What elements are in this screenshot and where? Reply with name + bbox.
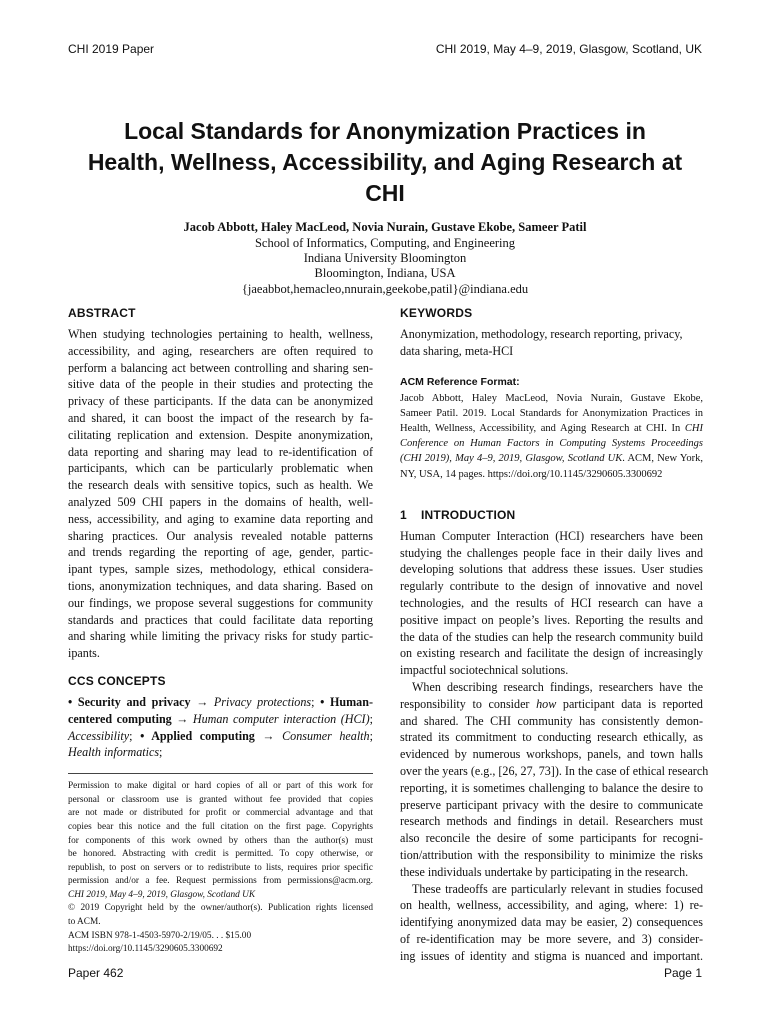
permission-line: personal or classroom use is granted without fee provided that copies bbox=[68, 794, 373, 805]
intro-line: these individuals undertake by participating in the research. bbox=[400, 864, 689, 879]
abstract-line: cilitating replication and extension. Despite anonymization, bbox=[68, 427, 373, 442]
title-line: CHI bbox=[365, 180, 405, 206]
right-column bbox=[400, 306, 709, 965]
intro-line: impactful sociotechnical solutions. bbox=[400, 663, 569, 678]
permission-line: are not made or distributed for profit or commercial advantage and that bbox=[68, 808, 373, 819]
title-line: Local Standards for Anonymization Practices in bbox=[124, 118, 646, 144]
abstract-heading: ABSTRACT bbox=[68, 306, 136, 320]
intro-line: the data of the studies can help the research community build bbox=[400, 629, 703, 644]
affiliation-location: Bloomington, Indiana, USA bbox=[314, 266, 456, 280]
intro-paragraph-2 bbox=[400, 713, 709, 881]
intro-line: responsibility to consider how participant data is reported bbox=[400, 696, 703, 711]
intro-line: developing solutions that address these issues. User studies bbox=[400, 562, 703, 577]
ccs-line: • Security and privacy → Privacy protections; • Human- bbox=[68, 694, 373, 709]
venue-line: CHI 2019, May 4–9, 2019, Glasgow, Scotland UK bbox=[68, 889, 256, 900]
title-line: Health, Wellness, Accessibility, and Aging Research at bbox=[87, 149, 683, 175]
abstract-line: ipant types, sample sizes, methodology, ethical considera- bbox=[68, 562, 373, 577]
affiliation-university: Indiana University Bloomington bbox=[303, 251, 467, 265]
intro-line: regularly contribute to the design of innovative and novel bbox=[400, 579, 703, 594]
permission-line: copies bear this notice and the full citation on the first page. Copyrights bbox=[68, 821, 373, 832]
authors: Jacob Abbott, Haley MacLeod, Novia Nurain, Gustave Ekobe, Sameer Patil bbox=[183, 220, 587, 234]
abstract-line: ipants. bbox=[68, 646, 100, 661]
running-header-right: CHI 2019, May 4–9, 2019, Glasgow, Scotland, UK bbox=[435, 42, 702, 56]
acm-reference-line: (CHI 2019), May 4–9, 2019, Glasgow, Scotland UK. ACM, New York, bbox=[400, 453, 703, 465]
intro-line: strated its commitment to conducting research ethically, as bbox=[400, 730, 703, 745]
abstract-line: sitive data of the people in their studies and protecting the bbox=[68, 377, 373, 392]
affiliation-emails: {jaeabbot,hemacleo,nnurain,geekobe,patil}@indiana.edu bbox=[241, 282, 529, 296]
introduction-heading: 1 INTRODUCTION bbox=[400, 507, 516, 522]
abstract-line: data reporting and sharing may lead to re-identification of bbox=[68, 444, 373, 459]
ccs-line: centered computing → Human computer interaction (HCI); bbox=[68, 711, 373, 726]
paper-title bbox=[40, 116, 730, 209]
intro-line: and shared. The CHI community has consistently demon- bbox=[400, 713, 703, 728]
ccs-line: Accessibility; • Applied computing → Consumer health; bbox=[68, 728, 373, 743]
intro-line: ing issues of identity and stigma is nuanced and important. bbox=[400, 948, 703, 963]
abstract-line: privacy of these participants. If the data can be anonymized bbox=[68, 394, 373, 409]
ccs-line: Health informatics; bbox=[68, 745, 163, 760]
footer-page-number: Page 1 bbox=[663, 966, 702, 980]
intro-line: reporting, it is sometimes challenging to balance the desire to bbox=[400, 780, 703, 795]
acm-reference-heading: ACM Reference Format: bbox=[400, 375, 520, 388]
abstract-line: participants, which can be particularly problematic when bbox=[68, 461, 373, 476]
abstract-line: When studying technologies pertaining to health, wellness, bbox=[68, 327, 373, 341]
intro-line: identifying anonymized data may be easier, 2) consequences bbox=[400, 915, 703, 930]
copyright-footnote bbox=[68, 773, 373, 957]
intro-line: evidenced by numerous workshops, panels, and town halls bbox=[400, 747, 703, 762]
abstract-line: analyzed 509 CHI papers in the domains of health, well- bbox=[68, 494, 373, 509]
abstract-line: and trends regarding the reporting of age, gender, partic- bbox=[68, 545, 373, 560]
abstract-line: tions, anonymization techniques, and data sharing. Based on bbox=[68, 578, 373, 593]
permission-line: be honored. Abstracting with credit is permitted. To copy otherwise, or bbox=[68, 849, 373, 860]
intro-line: of re-identification may be more severe, and 3) consider- bbox=[400, 931, 703, 946]
abstract-line: standards and practices that could facilitate data reporting bbox=[68, 612, 373, 627]
ccs-heading: CCS CONCEPTS bbox=[68, 673, 166, 688]
abstract-line: accessibility, and aging, researchers are often required to bbox=[68, 343, 373, 358]
intro-line: positive impact on people’s lives. Reporting the results and bbox=[400, 612, 703, 627]
intro-line: research methods and findings in detail. Researchers must bbox=[400, 814, 703, 829]
permission-line: Permission to make digital or hard copies of all or part of this work for bbox=[68, 781, 373, 792]
running-header-left: CHI 2019 Paper bbox=[68, 42, 155, 56]
acm-reference-line: Sameer Patil. 2019. Local Standards for Anonymization Practices in bbox=[400, 407, 703, 419]
permission-notice bbox=[68, 780, 373, 889]
acm-reference-line: NY, USA, 14 pages. https://doi.org/10.1145/3290605.3300692 bbox=[400, 468, 663, 480]
permission-line: for components of this work owned by others than the author(s) must bbox=[68, 835, 373, 846]
abstract-line: sharing practices. Our analysis revealed notable patterns bbox=[68, 528, 373, 543]
isbn-line: ACM ISBN 978-1-4503-5970-2/19/05. . . $15.00 bbox=[68, 930, 252, 941]
doi-line: https://doi.org/10.1145/3290605.3300692 bbox=[68, 944, 223, 955]
acm-reference-line: Conference on Human Factors in Computing Systems Proceedings bbox=[400, 438, 703, 450]
permission-line: republish, to post on servers or to redistribute to lists, requires prior specific bbox=[68, 862, 373, 873]
abstract-line: the research deals with sensitive topics, such as health. We bbox=[68, 478, 373, 493]
copyright-line: © 2019 Copyright held by the owner/author(s). Publication rights licensed bbox=[68, 903, 373, 914]
intro-line: preserve participant privacy with the desire to communicate bbox=[400, 797, 703, 812]
intro-line: technologies, and the results of HCI research can have a bbox=[400, 596, 703, 610]
left-column bbox=[68, 306, 373, 957]
intro-paragraph-3 bbox=[400, 881, 703, 965]
acm-reference-line: Jacob Abbott, Haley MacLeod, Novia Nurain, Gustave Ekobe, bbox=[400, 392, 703, 404]
intro-line: tion/attribution with the responsibility to minimize the risks bbox=[400, 847, 703, 862]
abstract-line: our findings, we propose several suggestions for community bbox=[68, 595, 373, 610]
abstract-line: ness, accessibility, and aging to examine data reporting and bbox=[68, 511, 373, 526]
intro-line: studying the challenges people face in their daily lives and bbox=[400, 545, 703, 560]
abstract-line: and sharing while limiting the privacy risks for study partic- bbox=[68, 629, 373, 644]
intro-line: Human Computer Interaction (HCI) researchers have been bbox=[400, 528, 703, 543]
intro-line: These tradeoffs are particularly relevant in studies focused bbox=[412, 881, 703, 896]
intro-line: over the years (e.g., [26, 27, 73]). In the case of ethical research bbox=[400, 763, 709, 778]
keywords-line: Anonymization, methodology, research reporting, privacy, bbox=[400, 327, 683, 341]
intro-line: on health, wellness, accessibility, and aging, where: 1) re- bbox=[400, 898, 703, 913]
abstract-line: and shared, it can boost the impact of the research by fa- bbox=[68, 410, 373, 425]
affiliation-school: School of Informatics, Computing, and Engineering bbox=[254, 236, 516, 250]
copyright-line: to ACM. bbox=[68, 917, 101, 928]
intro-line: on existing research and facilitate the design of increasingly bbox=[400, 646, 703, 661]
abstract-body bbox=[68, 326, 373, 662]
acm-reference-line: Health, Wellness, Accessibility, and Aging Research at CHI. In CHI bbox=[400, 423, 703, 434]
footer-paper-number: Paper 462 bbox=[68, 966, 124, 980]
intro-line: When describing research findings, researchers have the bbox=[412, 679, 703, 694]
keywords-heading: KEYWORDS bbox=[400, 306, 473, 320]
intro-paragraph-1 bbox=[400, 528, 703, 679]
abstract-line: perform a balancing act between controlling and sharing sen- bbox=[68, 360, 373, 375]
keywords-line: data sharing, meta-HCI bbox=[400, 343, 514, 358]
permission-line: permission and/or a fee. Request permissions from permissions@acm.org. bbox=[68, 876, 373, 887]
intro-line: also reconcile the desire of some participants for recogni- bbox=[400, 831, 703, 846]
